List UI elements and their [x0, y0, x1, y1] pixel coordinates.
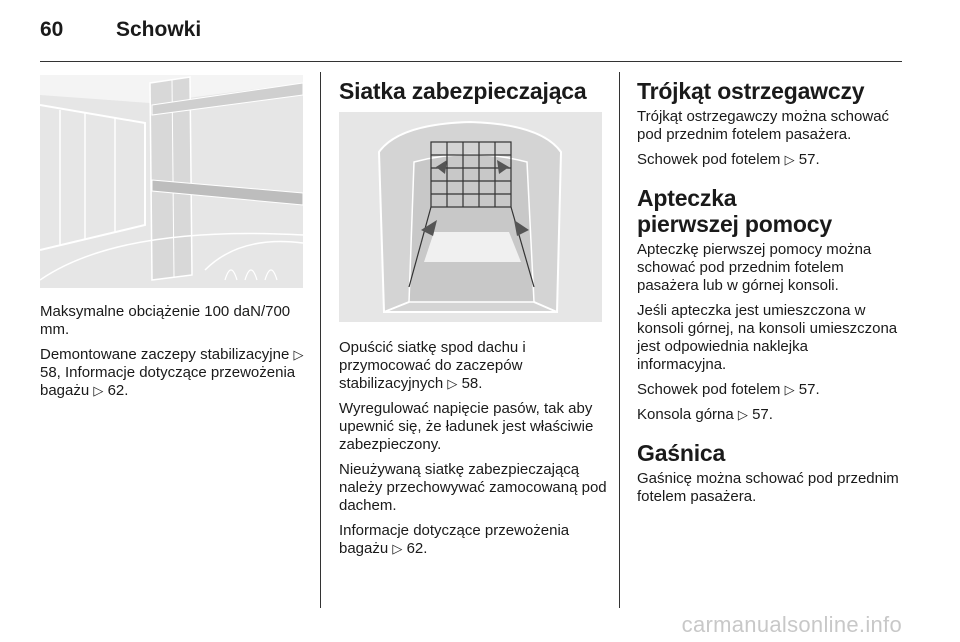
- safety-net-heading: Siatka zabezpieczająca: [339, 78, 587, 104]
- page-reference-icon: ▷: [447, 376, 458, 391]
- van-interior-icon: [40, 75, 303, 288]
- triangle-reference: Schowek pod fotelem ▷ 57.: [637, 151, 820, 168]
- fire-extinguisher-text: Gaśnicę można schować pod przednim fotelem pasażera.: [637, 470, 899, 505]
- first-aid-text-2: Jeśli apteczka jest umieszczona w konsoli górnej, na konsoli umieszczona jest odpowiednia naklejka informacyjna.: [637, 302, 898, 373]
- safety-net-illustration: [339, 112, 602, 322]
- first-aid-text-1: Apteczkę pierwszej pomocy można schować pod przednim fotelem pasażera lub w górnej konsoli.: [637, 241, 872, 294]
- page-reference-icon: ▷: [392, 541, 403, 556]
- page-number: 60: [40, 18, 64, 41]
- watermark: carmanualsonline.info: [681, 612, 902, 637]
- net-instruction-1: Opuścić siatkę spod dachu i przymocować do zaczepów stabilizacyjnych ▷ 58.: [339, 339, 526, 392]
- fire-extinguisher-heading: Gaśnica: [637, 440, 726, 466]
- net-instruction-4: Informacje dotyczące przewożenia bagażu ▷ 62.: [339, 522, 570, 557]
- column-2-text: [339, 339, 611, 565]
- page-reference-icon: ▷: [784, 152, 795, 167]
- page-reference-icon: ▷: [784, 382, 795, 397]
- page-reference-icon: ▷: [93, 383, 104, 398]
- max-load-text: Maksymalne obciążenie 100 daN/700 mm.: [40, 303, 291, 338]
- first-aid-heading: Apteczka pierwszej pomocy: [637, 185, 832, 237]
- first-aid-reference-console: Konsola górna ▷ 57.: [637, 406, 773, 423]
- cargo-interior-illustration: [40, 75, 303, 288]
- triangle-text: Trójkąt ostrzegawczy można schować pod przednim fotelem pasażera.: [637, 108, 890, 143]
- page-reference-icon: ▷: [293, 347, 304, 362]
- page-reference-icon: ▷: [737, 407, 748, 422]
- column-divider: [320, 72, 321, 608]
- header-rule: [40, 61, 902, 62]
- column-1-text: [40, 303, 308, 407]
- net-instruction-3: Nieużywaną siatkę zabezpieczającą należy przechowywać zamocowaną pod dachem.: [339, 461, 607, 514]
- column-divider: [619, 72, 620, 608]
- column-3-text: [637, 78, 899, 513]
- first-aid-reference-seat: Schowek pod fotelem ▷ 57.: [637, 381, 820, 398]
- chapter-title: Schowki: [116, 18, 202, 41]
- removable-anchors-text: Demontowane zaczepy stabilizacyjne ▷ 58, Informacje dotyczące przewożenia bagażu ▷ 62.: [40, 346, 304, 399]
- cargo-net-icon: [339, 112, 602, 322]
- net-instruction-2: Wyregulować napięcie pasów, tak aby upewnić się, że ładunek jest właściwie zabezpieczony.: [339, 400, 594, 453]
- warning-triangle-heading: Trójkąt ostrzegawczy: [637, 78, 865, 104]
